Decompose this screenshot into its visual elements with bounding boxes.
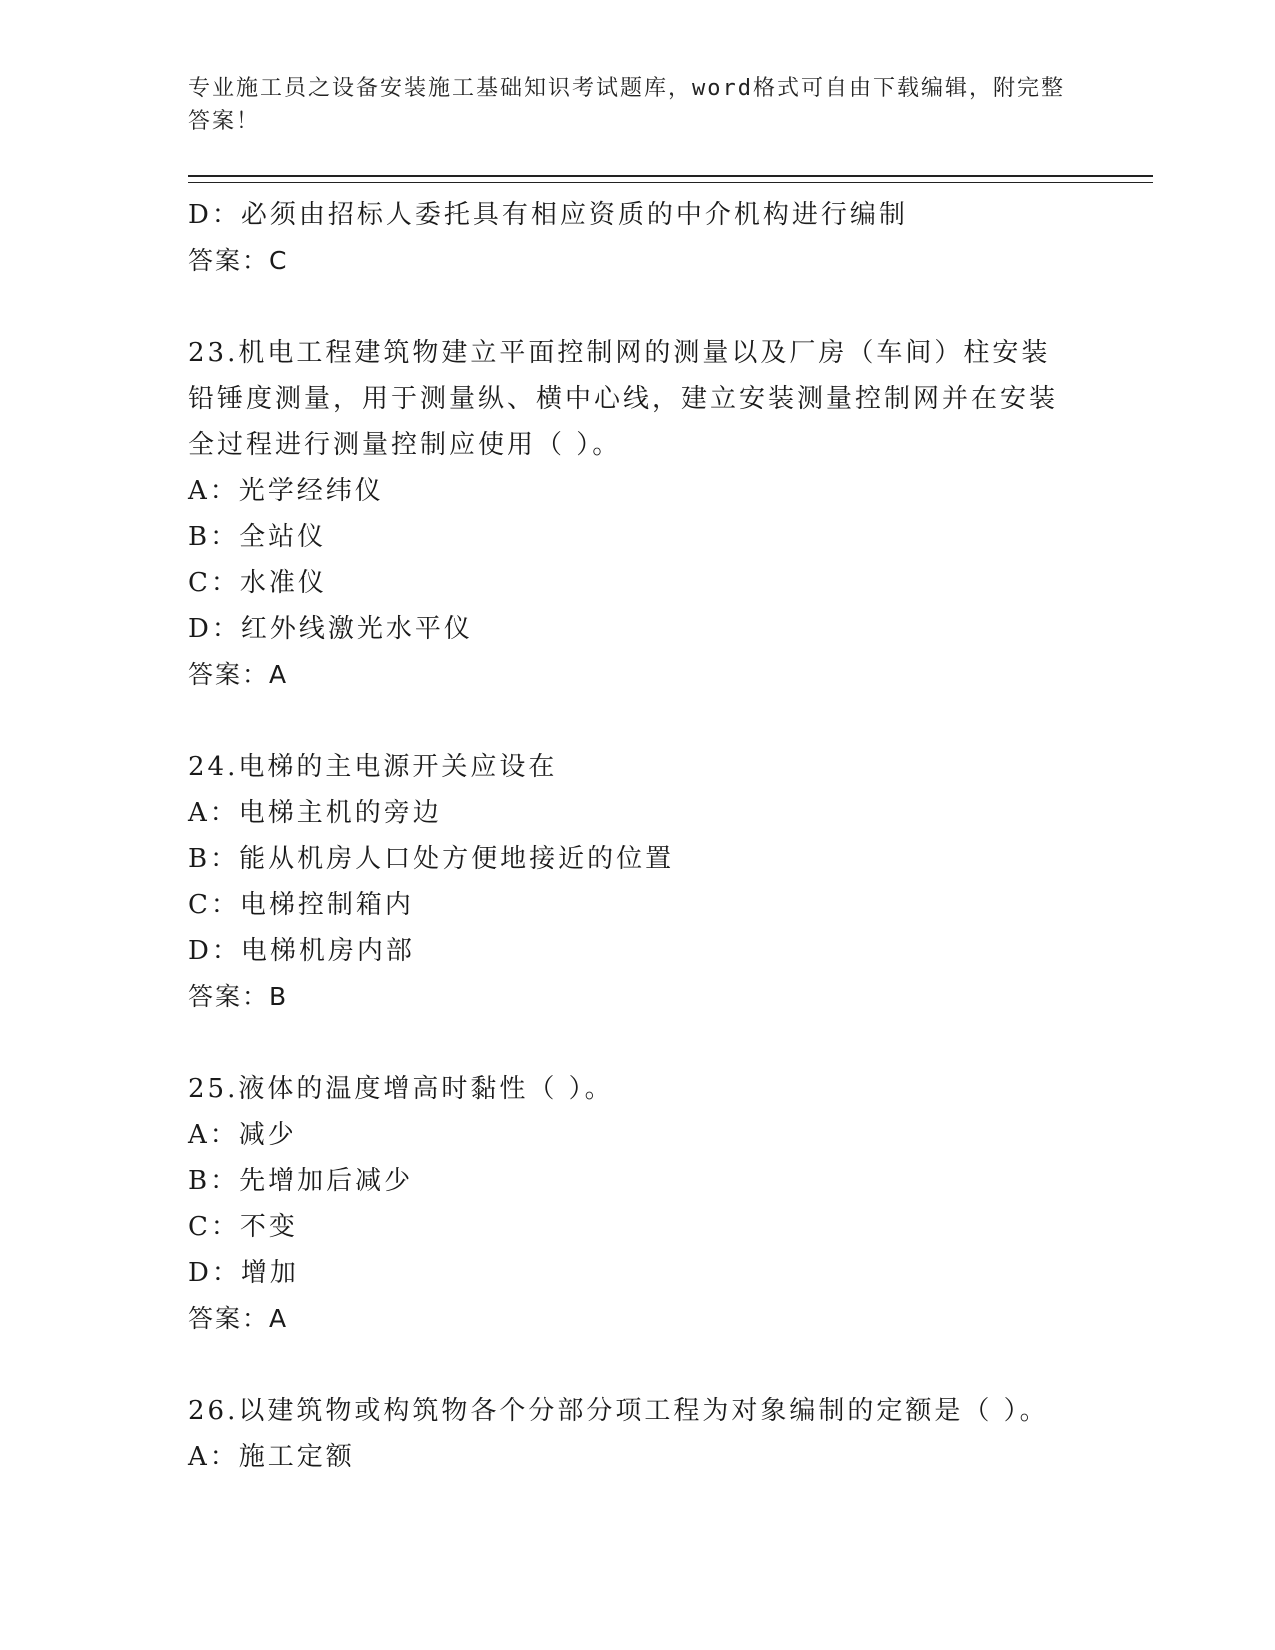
spacer xyxy=(188,284,1153,330)
question-22-tail xyxy=(188,192,1153,284)
header-divider xyxy=(188,175,1153,183)
option-b: B：能从机房人口处方便地接近的位置 xyxy=(188,844,675,874)
question-26 xyxy=(188,1388,1153,1480)
question-list xyxy=(188,192,1153,1480)
answer: 答案：A xyxy=(188,1304,289,1333)
option-d: D：红外线激光水平仪 xyxy=(188,614,473,644)
option-c: C：不变 xyxy=(188,1212,298,1242)
answer: 答案：C xyxy=(188,246,289,275)
option-c: C：电梯控制箱内 xyxy=(188,890,414,920)
answer: 答案：A xyxy=(188,660,289,689)
document-page xyxy=(188,72,1153,1480)
question-stem: 23.机电工程建筑物建立平面控制网的测量以及厂房（车间）柱安装铅锤度测量，用于测量纵、横中心线，建立安装测量控制网并在安装全过程进行测量控制应使用（ ）。 xyxy=(188,338,1059,460)
option-a: A：光学经纬仪 xyxy=(188,476,384,506)
question-23 xyxy=(188,330,1153,698)
spacer xyxy=(188,698,1153,744)
option-a: A：电梯主机的旁边 xyxy=(188,798,442,828)
spacer xyxy=(188,1020,1153,1066)
question-stem: 26.以建筑物或构筑物各个分部分项工程为对象编制的定额是（ ）。 xyxy=(188,1396,1049,1426)
answer: 答案：B xyxy=(188,982,289,1011)
question-stem: 24.电梯的主电源开关应设在 xyxy=(188,752,558,782)
question-24 xyxy=(188,744,1153,1020)
option-d: D：必须由招标人委托具有相应资质的中介机构进行编制 xyxy=(188,200,908,230)
option-d: D：电梯机房内部 xyxy=(188,936,415,966)
option-a: A：减少 xyxy=(188,1120,297,1150)
option-c: C：水准仪 xyxy=(188,568,327,598)
option-b: B：先增加后减少 xyxy=(188,1166,414,1196)
spacer xyxy=(188,1342,1153,1388)
question-25 xyxy=(188,1066,1153,1342)
document-header: 专业施工员之设备安装施工基础知识考试题库，word格式可自由下载编辑，附完整答案！ xyxy=(188,76,1065,134)
question-stem: 25.液体的温度增高时黏性（ ）。 xyxy=(188,1074,614,1104)
option-a: A：施工定额 xyxy=(188,1442,355,1472)
option-d: D：增加 xyxy=(188,1258,299,1288)
option-b: B：全站仪 xyxy=(188,522,327,552)
